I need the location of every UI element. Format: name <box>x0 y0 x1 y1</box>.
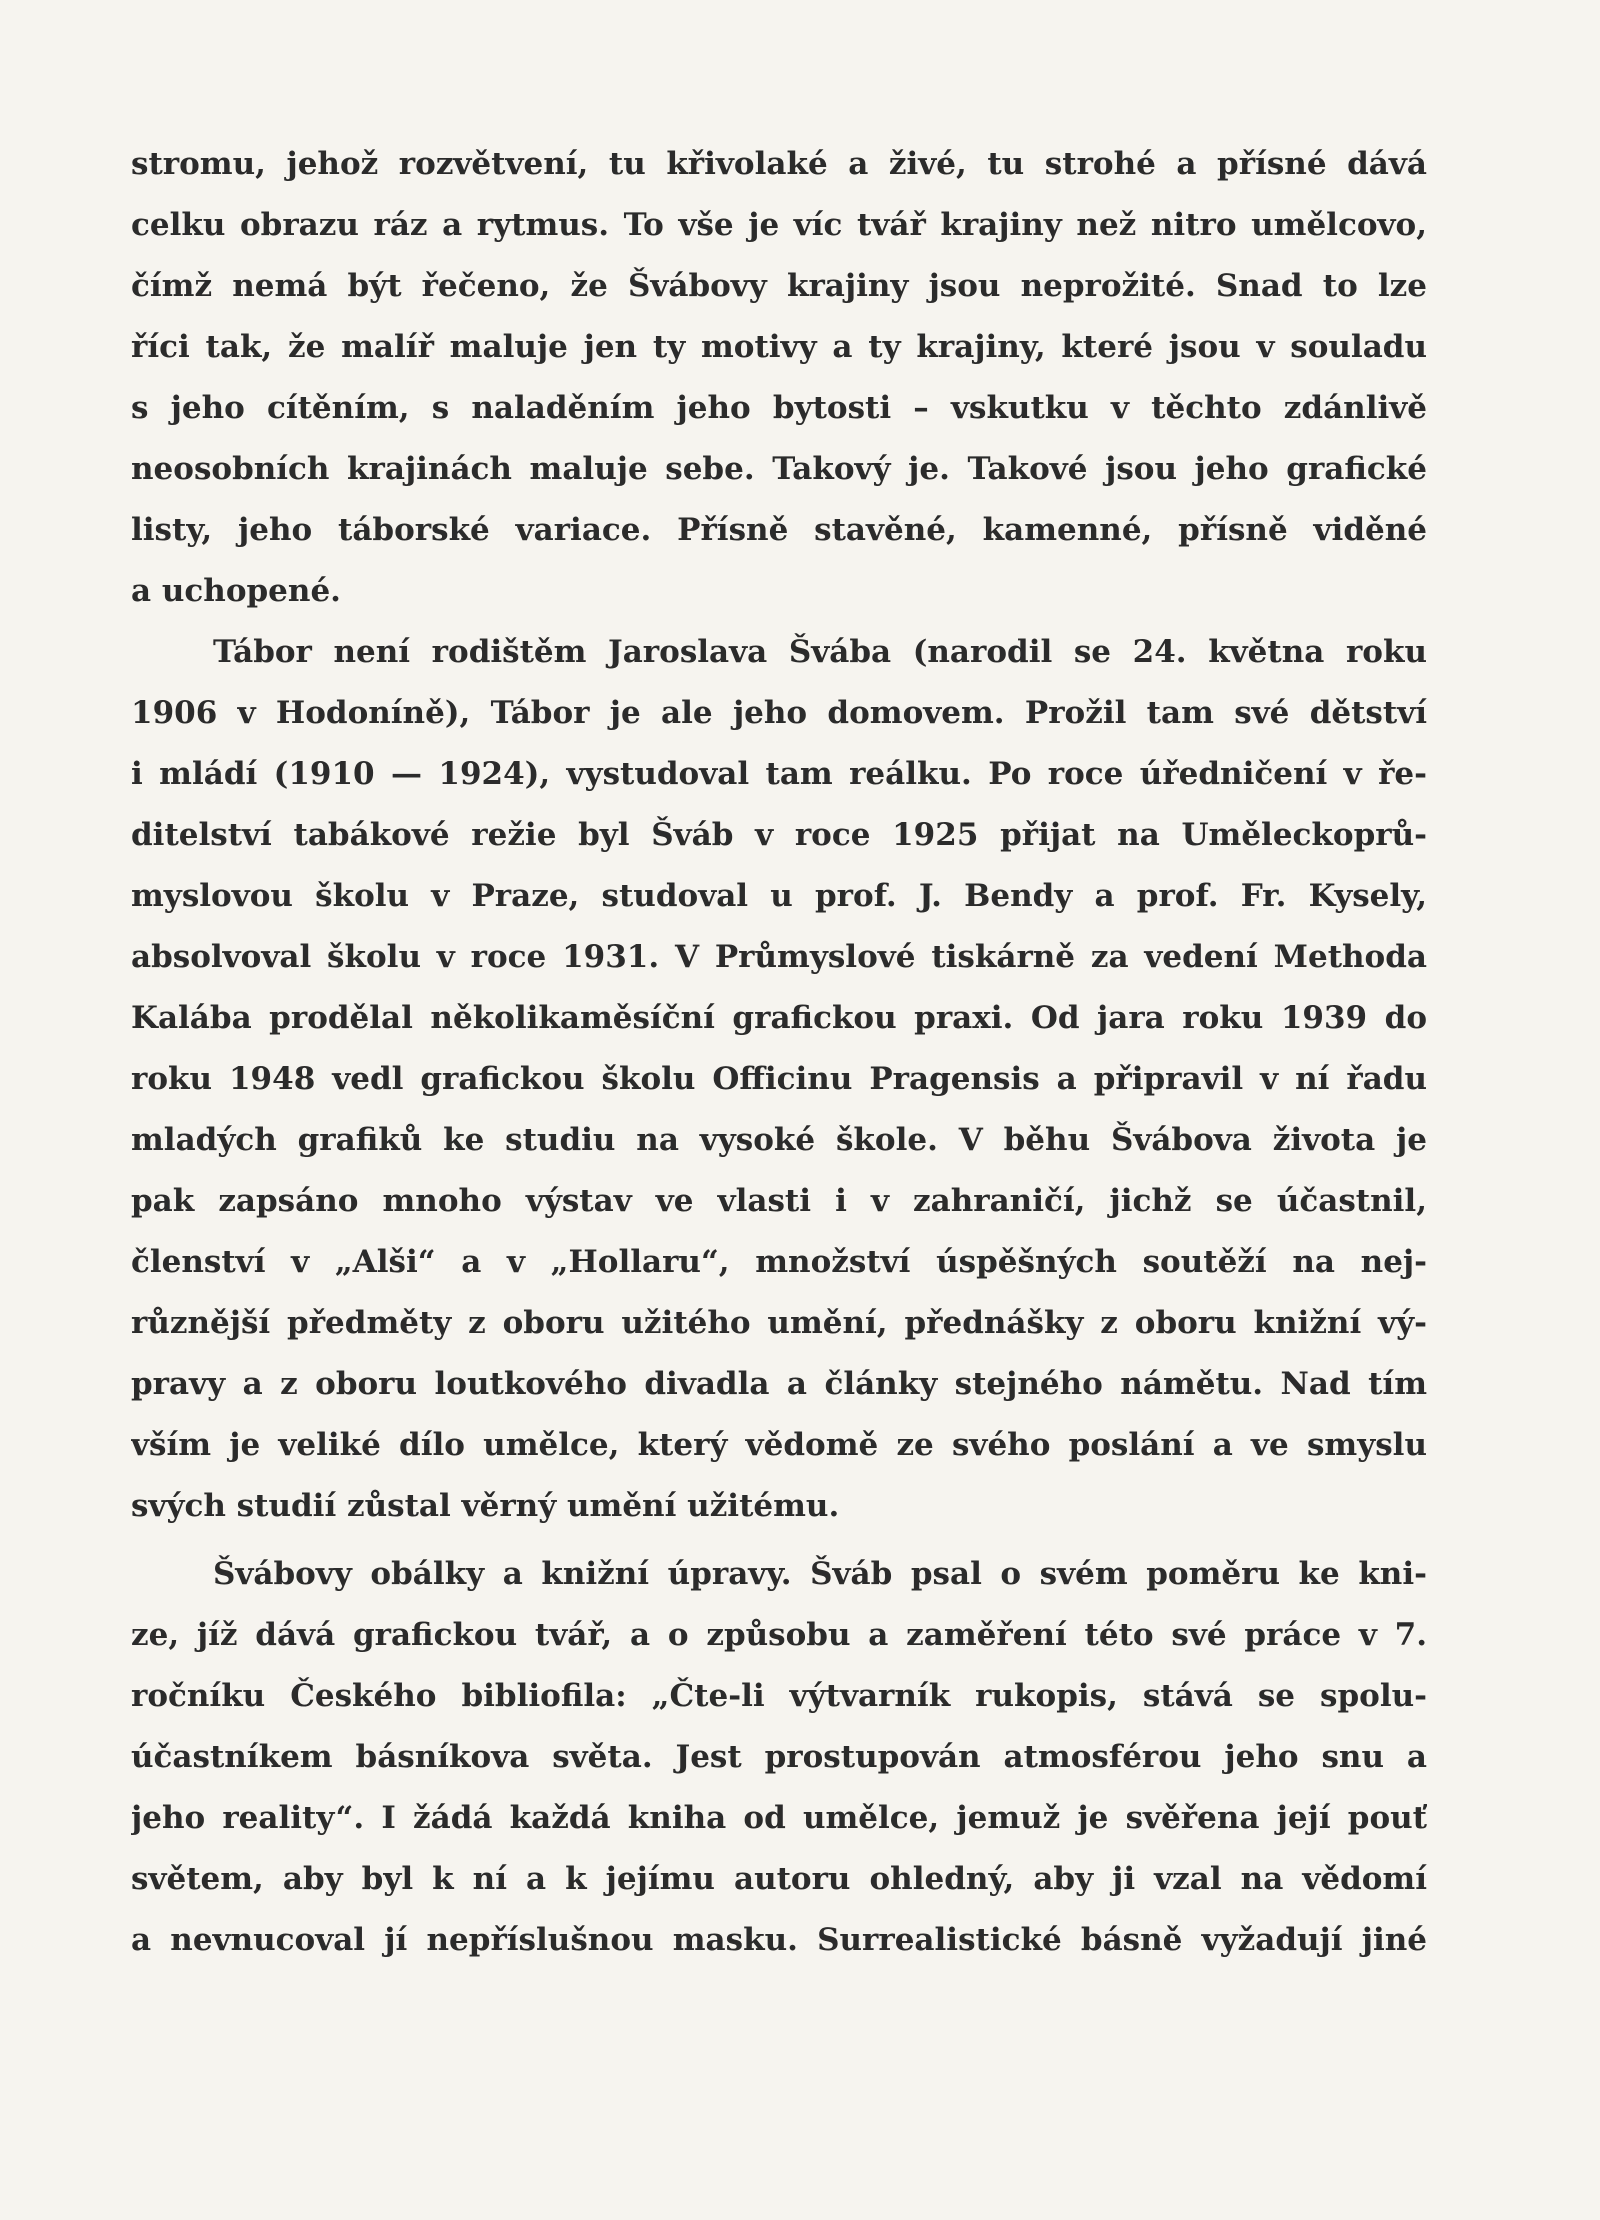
text-line: členství v „Alši“ a v „Hollaru“, množství úspěšných soutěží na nej- <box>131 1244 1427 1280</box>
text-line: listy, jeho táborské variace. Přísně stavěné, kamenné, přísně viděné <box>131 512 1427 548</box>
text-line: i mládí (1910 — 1924), vystudoval tam reálku. Po roce úředničení v ře- <box>131 756 1427 792</box>
text-line: myslovou školu v Praze, studoval u prof. J. Bendy a prof. Fr. Kysely, <box>131 878 1427 914</box>
text-line: svých studií zůstal věrný umění užitému. <box>131 1488 840 1524</box>
text-line: Kalába prodělal několikaměsíční grafickou praxi. Od jara roku 1939 do <box>131 1000 1427 1036</box>
text-line: světem, aby byl k ní a k jejímu autoru ohledný, aby ji vzal na vědomí <box>131 1861 1427 1897</box>
text-line: různější předměty z oboru užitého umění, přednášky z oboru knižní vý- <box>131 1305 1427 1341</box>
text-line: a uchopené. <box>131 573 341 609</box>
text-line: Švábovy obálky a knižní úpravy. Šváb psal o svém poměru ke kni- <box>213 1556 1427 1592</box>
text-line: absolvoval školu v roce 1931. V Průmyslové tiskárně za vedení Methoda <box>131 939 1427 975</box>
text-line: celku obrazu ráz a rytmus. To vše je víc tvář krajiny než nitro umělcovo, <box>131 207 1427 243</box>
text-line: Tábor není rodištěm Jaroslava Švába (narodil se 24. května roku <box>213 634 1427 670</box>
text-line: ročníku Českého bibliofila: „Čte-li výtvarník rukopis, stává se spolu- <box>131 1678 1427 1714</box>
text-line: a nevnucoval jí nepříslušnou masku. Surrealistické básně vyžadují jiné <box>131 1922 1427 1958</box>
text-line: roku 1948 vedl grafickou školu Officinu Pragensis a připravil v ní řadu <box>131 1061 1427 1097</box>
text-line: pak zapsáno mnoho výstav ve vlasti i v zahraničí, jichž se účastnil, <box>131 1183 1427 1219</box>
text-line: ze, jíž dává grafickou tvář, a o způsobu a zaměření této své práce v 7. <box>131 1617 1427 1653</box>
text-line: 1906 v Hodoníně), Tábor je ale jeho domovem. Prožil tam své dětství <box>131 695 1427 731</box>
text-line: jeho reality“. I žádá každá kniha od umělce, jemuž je svěřena její pouť <box>131 1800 1427 1836</box>
text-line: říci tak, že malíř maluje jen ty motivy a ty krajiny, které jsou v souladu <box>131 329 1427 365</box>
text-line: ditelství tabákové režie byl Šváb v roce 1925 přijat na Uměleckoprů- <box>131 817 1427 853</box>
text-line: pravy a z oboru loutkového divadla a články stejného námětu. Nad tím <box>131 1366 1427 1402</box>
text-line: neosobních krajinách maluje sebe. Takový je. Takové jsou jeho grafické <box>131 451 1427 487</box>
text-line: mladých grafiků ke studiu na vysoké škole. V běhu Švábova života je <box>131 1122 1427 1158</box>
text-line: vším je veliké dílo umělce, který vědomě ze svého poslání a ve smyslu <box>131 1427 1427 1463</box>
text-line: stromu, jehož rozvětvení, tu křivolaké a živé, tu strohé a přísné dává <box>131 146 1427 182</box>
body-text <box>131 134 1427 1971</box>
text-line: čímž nemá být řečeno, že Švábovy krajiny jsou neprožité. Snad to lze <box>131 268 1427 304</box>
text-line: účastníkem básníkova světa. Jest prostupován atmosférou jeho snu a <box>131 1739 1427 1775</box>
text-line: s jeho cítěním, s naladěním jeho bytosti – vskutku v těchto zdánlivě <box>131 390 1427 426</box>
